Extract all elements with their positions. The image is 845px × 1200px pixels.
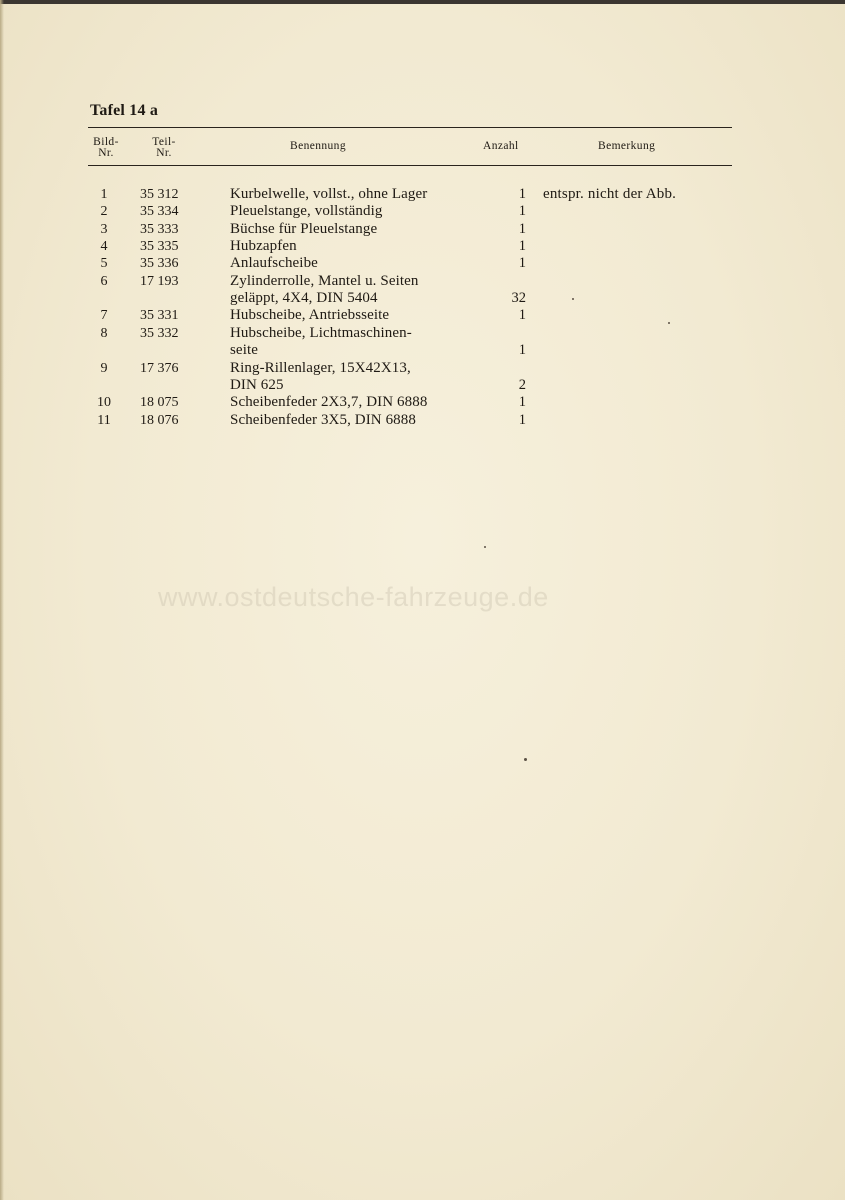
cell-benennung: Scheibenfeder 3X5, DIN 6888 <box>230 411 416 428</box>
column-header-bemerkung: Bemerkung <box>598 140 656 152</box>
cell-bild-nr: 7 <box>100 308 108 324</box>
header-line: Nr. <box>156 147 172 159</box>
table-title: Tafel 14 a <box>90 102 159 119</box>
table-row <box>0 360 845 377</box>
cell-benennung: Pleuelstange, vollständig <box>230 203 383 220</box>
scan-speck <box>524 758 527 761</box>
cell-teil-nr: 18 075 <box>140 395 179 411</box>
header-line: Teil- <box>152 136 176 148</box>
cell-benennung: Ring-Rillenlager, 15X42X13, <box>230 359 411 376</box>
cell-benennung: seite <box>230 342 258 359</box>
scan-speck <box>668 322 670 324</box>
cell-bild-nr: 2 <box>100 204 108 220</box>
cell-teil-nr: 35 312 <box>140 187 179 202</box>
cell-bild-nr: 3 <box>100 221 108 237</box>
cell-bild-nr: 9 <box>100 360 108 376</box>
cell-teil-nr: 18 076 <box>140 412 179 428</box>
table-row <box>0 325 845 342</box>
cell-anzahl: 1 <box>518 220 526 237</box>
cell-benennung: geläppt, 4X4, DIN 5404 <box>230 290 378 307</box>
cell-benennung: DIN 625 <box>230 376 284 393</box>
cell-teil-nr: 35 332 <box>140 325 179 341</box>
column-header-anzahl: Anzahl <box>483 140 519 152</box>
cell-benennung: Hubscheibe, Antriebsseite <box>230 307 390 324</box>
table-row <box>0 203 845 220</box>
table-row <box>0 412 845 429</box>
cell-anzahl: 2 <box>518 376 526 393</box>
cell-anzahl: 32 <box>511 290 526 307</box>
scan-top-edge <box>0 0 845 4</box>
cell-teil-nr: 35 334 <box>140 204 179 220</box>
table-row <box>0 221 845 238</box>
table-row <box>0 377 845 394</box>
cell-teil-nr: 35 331 <box>140 308 179 324</box>
header-line: Bild- <box>93 136 119 148</box>
scan-speck <box>572 298 574 300</box>
cell-bemerkung: entspr. nicht der Abb. <box>543 186 677 202</box>
scan-left-edge <box>0 0 4 1200</box>
table-row <box>0 238 845 255</box>
cell-benennung: Anlaufscheibe <box>230 255 318 272</box>
cell-benennung: Büchse für Pleuelstange <box>230 220 378 237</box>
cell-anzahl: 1 <box>518 186 526 202</box>
watermark: www.ostdeutsche-fahrzeuge.de <box>158 582 549 612</box>
cell-teil-nr: 35 333 <box>140 221 179 237</box>
cell-anzahl: 1 <box>518 394 526 411</box>
column-header-bild-nr <box>86 137 126 159</box>
header-bottom-rule <box>88 165 732 166</box>
cell-bild-nr: 10 <box>97 395 111 411</box>
table-row <box>0 342 845 359</box>
cell-bild-nr: 1 <box>100 187 108 202</box>
cell-bild-nr: 11 <box>97 412 111 428</box>
cell-anzahl: 1 <box>518 307 526 324</box>
header-top-rule <box>88 127 732 128</box>
cell-anzahl: 1 <box>518 411 526 428</box>
cell-anzahl: 1 <box>518 203 526 220</box>
cell-bild-nr: 8 <box>100 325 108 341</box>
column-header-benennung: Benennung <box>290 140 346 152</box>
cell-anzahl: 1 <box>518 255 526 272</box>
cell-benennung: Zylinderrolle, Mantel u. Seiten <box>230 272 419 289</box>
cell-anzahl: 1 <box>518 238 526 255</box>
cell-bild-nr: 4 <box>100 239 108 255</box>
scan-speck <box>484 546 486 548</box>
cell-benennung: Hubscheibe, Lichtmaschinen- <box>230 324 412 341</box>
column-header-teil-nr <box>144 137 184 159</box>
cell-teil-nr: 17 193 <box>140 273 179 289</box>
cell-benennung: Scheibenfeder 2X3,7, DIN 6888 <box>230 394 428 411</box>
table-row <box>0 394 845 411</box>
table-row <box>0 290 845 307</box>
cell-benennung: Hubzapfen <box>230 238 297 255</box>
cell-bild-nr: 5 <box>100 256 108 272</box>
cell-bild-nr: 6 <box>100 273 108 289</box>
cell-teil-nr: 35 336 <box>140 256 179 272</box>
table-row <box>0 273 845 290</box>
cell-anzahl: 1 <box>518 342 526 359</box>
cell-benennung: Kurbelwelle, vollst., ohne Lager <box>230 186 428 202</box>
header-line: Nr. <box>98 147 114 159</box>
table-row <box>0 255 845 272</box>
cell-teil-nr: 17 376 <box>140 360 179 376</box>
table-row <box>0 186 845 203</box>
cell-teil-nr: 35 335 <box>140 239 179 255</box>
table-row <box>0 307 845 324</box>
